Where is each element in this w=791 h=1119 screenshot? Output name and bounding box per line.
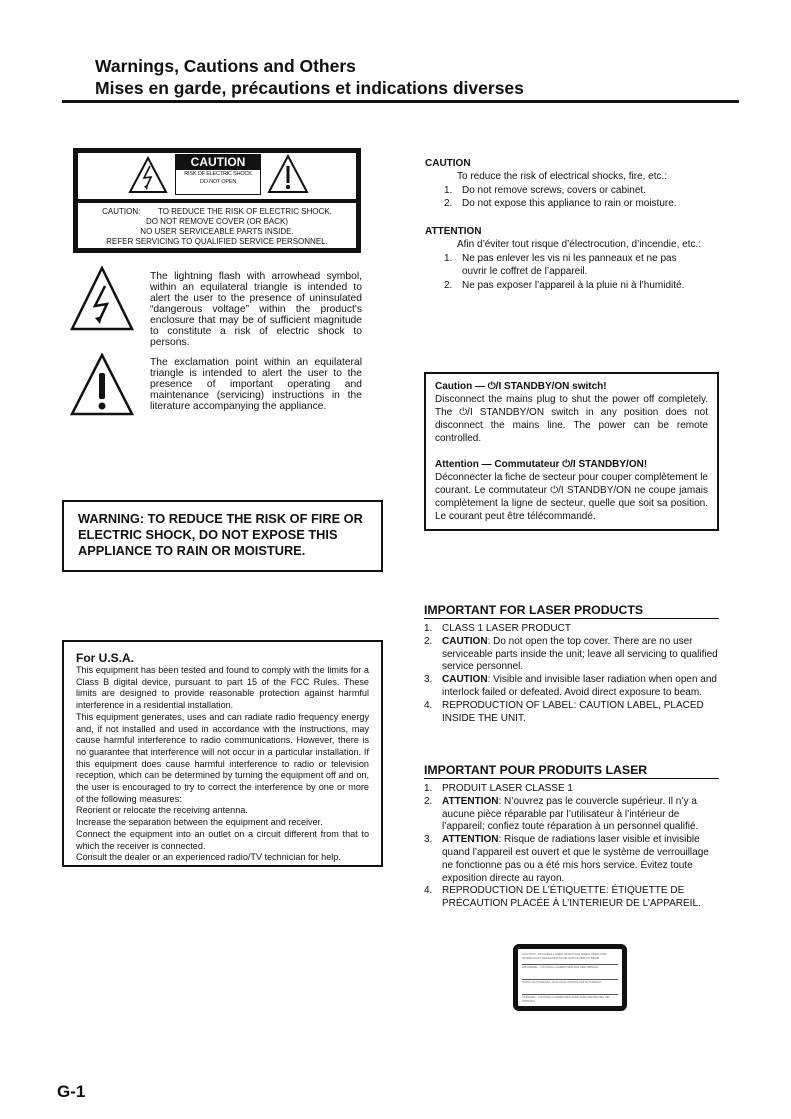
caution-line: DO NOT REMOVE COVER (OR BACK) [145,217,289,226]
page-title [95,55,524,99]
standby-box [424,372,719,531]
list-item: 1. Ne pas enlever les vis ni les panneaux et ne pas ouvrir le coffret de l’appareil. [444,252,685,279]
standby-fr-text: Déconnecter la fiche de secteur pour couper complètement le courant. Le commutateur ⏻/I STANDBY/ON ne coupe jamais complètement la ligne de secteur, quelle que soit sa position. Le courant peut être télécommandé. [435,472,708,522]
item-bold: CAUTION [442,674,488,686]
list-item [424,623,719,636]
item-text: : N’ouvrez pas le couvercle supérieur. Il n’y a aucune pièce réparable par l’utilisateur à l’intérieur de l’appareil; confiez toute réparation à un personnel qualifié. [442,795,699,833]
standby-fr-heading: Attention — Commutateur ⏻/I STANDBY/ON! [435,459,648,470]
title-french: Mises en garde, précautions et indications diverses [95,78,524,98]
list-item: 2. Ne pas exposer l’appareil à la pluie ni à l’humidité. [444,279,685,291]
caution-en-section [425,157,725,211]
list-item [424,796,719,834]
fcc-paragraph: This equipment generates, uses and can radiate radio frequency energy and, if not installed and used in accordance with the instructions, may cause harmful interference to radio communications. However, there is no guarantee that interference will not occur in a particular installation. If this equipment does cause harmful interference to radio or television reception, which can be determined by turning the equipment off and on, the user is encouraged to try to correct the interference by one or more of the following measures: [76,711,369,804]
lightning-explanation: The lightning flash with arrowhead symbol, within an equilateral triangle is intended to alert the user to the presence of uninsulated “dangerous voltage” within the product's enclosure that may be of sufficient magnitude to constitute a risk of electric shock to persons. [150,271,362,348]
item-number: 1. [424,623,433,634]
standby-en-heading: Caution — ⏻/I STANDBY/ON switch! [435,381,607,392]
caution-fr-section [425,225,715,292]
laser-en-heading: IMPORTANT FOR LASER PRODUCTS [424,603,719,619]
laser-caution-label-image: CAUTION - INVISIBLE LASER RADIATION WHEN OPEN AND INTERLOCKS DEFEATED AVOID EXPOSURE TO BEAM ADVARSEL - USYNLIG LASERSTRÅLING VED ÅBNING VARO! AVATTAESSA JA SUOJALUKITUS OHITETTAESSA VARNING - OSYNLIG LASERSTRÅLNING NÄR DENNA DEL ÄR ÖPPNAD [513,944,627,1011]
fcc-measure: Connect the equipment into an outlet on a circuit different from that to which the receiver is connected. [76,828,369,851]
caution-en-intro: To reduce the risk of electrical shocks, fire, etc.: [457,171,668,183]
item-text: Do not remove screws, covers or cabinet. [462,184,646,196]
caution-fr-intro: Afin d’éviter tout risque d’électrocution, d’incendie, etc.: [457,239,702,251]
laser-en-section [424,603,719,725]
caution-line: REFER SERVICING TO QUALIFIED SERVICE PERSONNEL. [106,237,328,246]
caution-sub: DO NOT OPEN [199,179,237,185]
exclamation-explanation: The exclamation point within an equilateral triangle is intended to alert the user to the presence of important operating and maintenance (servicing) instructions in the literature accompanying the appliance. [150,357,362,412]
item-number: 4. [424,699,433,711]
caution-sub: RISK OF ELECTRIC SHOCK [184,171,252,177]
item-number: 2. [424,635,433,647]
laser-fr-heading: IMPORTANT POUR PRODUITS LASER [424,763,719,779]
item-text: REPRODUCTION DE L’ÉTIQUETTE: ÉTIQUETTE DE PRÉCAUTION PLACÉE À L’INTERIEUR DE L’APPAREIL. [442,885,701,910]
caution-heading: CAUTION [176,155,260,170]
list-item [424,783,719,796]
list-item [424,834,719,885]
standby-en-text: Disconnect the mains plug to shut the power off completely. The ⏻/I STANDBY/ON switch in any position does not disconnect the mains line. The power can be remote controlled. [435,394,708,444]
caution-line: NO USER SERVICEABLE PARTS INSIDE. [140,227,294,236]
exclamation-triangle-icon [267,154,309,194]
item-text: PRODUIT LASER CLASSE 1 [442,783,573,794]
list-item [424,885,719,911]
caution-label [175,154,261,195]
item-number: 3. [424,674,433,686]
fcc-paragraph: This equipment has been tested and found to comply with the limits for a Class B digital device, pursuant to part 15 of the FCC Rules. These limits are designed to provide reasonable protection against harmful interference in a residential installation. [76,665,369,711]
item-bold: CAUTION [442,635,488,647]
title-rule [62,100,739,103]
item-number: 4. [424,885,433,897]
caution-line: CAUTION: TO REDUCE THE RISK OF ELECTRIC SHOCK. [102,207,332,216]
item-text: Ne pas exposer l’appareil à la pluie ni à l’humidité. [462,279,685,291]
fcc-box [62,640,383,867]
list-item: 2. Do not expose this appliance to rain or moisture. [444,198,677,210]
list-item [424,674,719,700]
fcc-measure: Consult the dealer or an experienced radio/TV technician for help. [76,852,341,863]
item-bold: ATTENTION [442,834,499,846]
item-number: 1. [424,783,433,794]
title-english: Warnings, Cautions and Others [95,56,356,76]
caution-en-heading: CAUTION [425,158,471,169]
caution-label-box [73,148,361,253]
item-text: : Visible and invisible laser radiation when open and interlock failed or defeated. Avoid direct exposure to beam. [442,674,717,698]
item-text: Ne pas enlever les vis ni les panneaux et ne pas ouvrir le coffret de l’appareil. [462,252,677,278]
fcc-measure: Increase the separation between the equipment and receiver. [76,817,323,828]
list-item [424,700,719,726]
item-number: 3. [424,834,433,846]
lightning-symbol-icon [70,266,134,332]
item-text: Do not expose this appliance to rain or moisture. [462,198,677,210]
caution-fr-heading: ATTENTION [425,226,482,237]
fcc-measure: Reorient or relocate the receiving antenna. [76,805,248,816]
item-text: : Do not open the top cover. There are no user serviceable parts inside the unit; leave all servicing to qualified service personnel. [442,635,718,673]
list-item: 1. Do not remove screws, covers or cabinet. [444,184,646,196]
item-text: CLASS 1 LASER PRODUCT [442,623,571,634]
page-number: G-1 [57,1082,86,1101]
exclamation-symbol-icon [70,353,134,417]
warning-box: WARNING: TO REDUCE THE RISK OF FIRE OR ELECTRIC SHOCK, DO NOT EXPOSE THIS APPLIANCE TO RAIN OR MOISTURE. [62,500,383,572]
item-text: REPRODUCTION OF LABEL: CAUTION LABEL, PLACED INSIDE THE UNIT. [442,699,704,724]
item-number: 2. [424,795,433,807]
list-item [424,636,719,674]
lightning-triangle-icon [128,156,168,194]
fcc-heading: For U.S.A. [76,651,135,665]
item-bold: ATTENTION [442,795,499,807]
laser-fr-section [424,763,719,911]
item-text: : Risque de radiations laser visible et invisible quand l’appareil est ouvert et que le système de verrouillage ne fonctionne pas ou a été mis hors service. Évitez toute exposition directe au rayon. [442,834,709,884]
